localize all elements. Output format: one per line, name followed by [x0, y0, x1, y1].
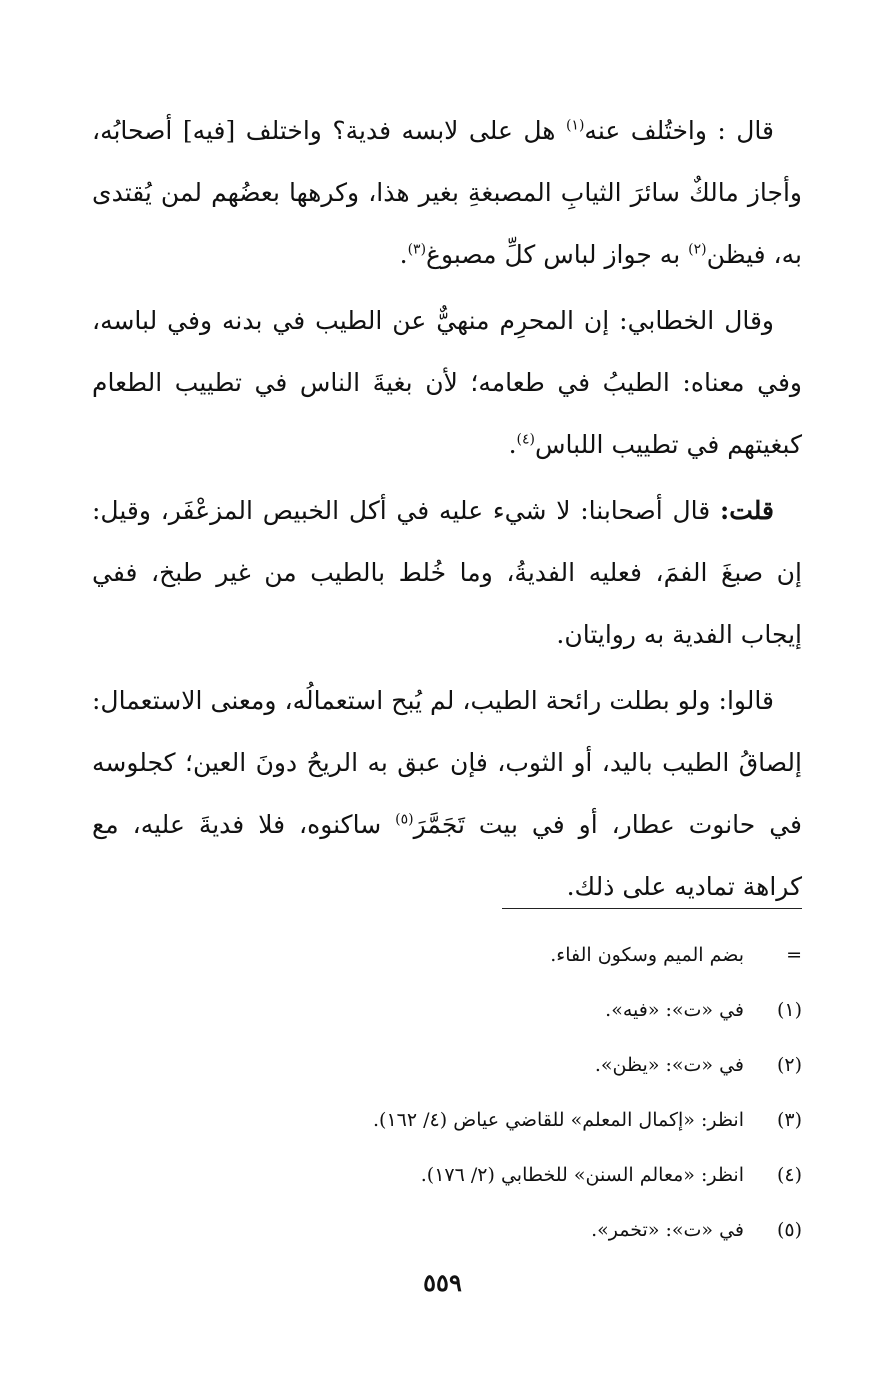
paragraph-lead: قلت: [719, 496, 774, 525]
footnote-text: في «ت»: «يظن». [594, 1054, 744, 1076]
page-number: ٥٥٩ [423, 1268, 462, 1297]
paragraph-text: قال : واختُلف عنه [584, 116, 774, 145]
footnote-item [162, 1045, 802, 1100]
footnote-number: (٤) [776, 1164, 802, 1186]
footnote-marker[interactable]: (٢) [688, 241, 707, 258]
footnote-marker[interactable]: (٣) [407, 241, 427, 258]
footnote-number: (٣) [776, 1109, 802, 1131]
footnote-divider [502, 908, 802, 909]
footnote-number: (٥) [776, 1219, 802, 1241]
paragraph-text: ساكنوه، فلا فديةَ عليه، مع كراهة تماديه على ذلك. [92, 810, 802, 901]
footnote-marker[interactable]: (٤) [516, 431, 535, 448]
paragraph-text: به جواز لباس كلِّ مصبوغ [426, 240, 689, 269]
footnote-item [162, 990, 802, 1045]
footnote-item [162, 935, 802, 990]
paragraph-text: قال أصحابنا: لا شيء عليه في أكل الخبيص المزعْفَر، وقيل: إن صبغَ الفمَ، فعليه الفديةُ، وما خُلط بالطيب من غير طبخ، ففي إيجاب الفدية به روايتان. [92, 496, 802, 649]
footnote-text: انظر: «معالم السنن» للخطابي (٢/ ١٧٦). [420, 1164, 744, 1186]
paragraph-1 [92, 100, 802, 286]
paragraph-4 [92, 670, 802, 918]
footnote-item [162, 1100, 802, 1155]
footnote-text: في «ت»: «تخمر». [591, 1219, 744, 1241]
main-text [92, 100, 802, 922]
footnote-number: (١) [776, 999, 802, 1021]
footnote-number: = [786, 944, 802, 966]
footnote-text: في «ت»: «فيه». [605, 999, 744, 1021]
paragraph-text: هل على لابسه فدية؟ واختلف [فيه] أصحابُه، وأجاز مالكٌ سائرَ الثيابِ المصبغةِ بغير هذا، وكرهها بعضُهم لمن يُقتدى به، فيظن [92, 116, 802, 269]
footnote-text: بضم الميم وسكون الفاء. [550, 944, 744, 966]
paragraph-text: وقال الخطابي: إن المحرِم منهيٌّ عن الطيب في بدنه وفي لباسه، وفي معناه: الطيبُ في طعامه؛ لأن بغيةَ الناس في تطييب الطعام كبغيتهم في تطييب اللباس [92, 306, 802, 459]
footnote-item [162, 1210, 802, 1265]
footnote-item [162, 1155, 802, 1210]
footnote-marker[interactable]: (١) [565, 117, 585, 134]
footnotes [162, 935, 802, 1265]
paragraph-3 [92, 480, 802, 666]
footnote-number: (٢) [776, 1054, 802, 1076]
paragraph-text: . [399, 240, 408, 269]
paragraph-text: . [508, 430, 517, 459]
paragraph-2 [92, 290, 802, 476]
paragraph-text: قالوا: ولو بطلت رائحة الطيب، لم يُبح استعمالُه، ومعنى الاستعمال: إلصاقُ الطيب باليد، أو الثوب، فإن عبق به الريحُ دونَ العين؛ كجلوسه في حانوت عطار، أو في بيت تَجَمَّرَ [92, 686, 803, 839]
footnote-marker[interactable]: (٥) [395, 811, 414, 828]
footnote-text: انظر: «إكمال المعلم» للقاضي عياض (٤/ ١٦٢). [373, 1109, 744, 1131]
